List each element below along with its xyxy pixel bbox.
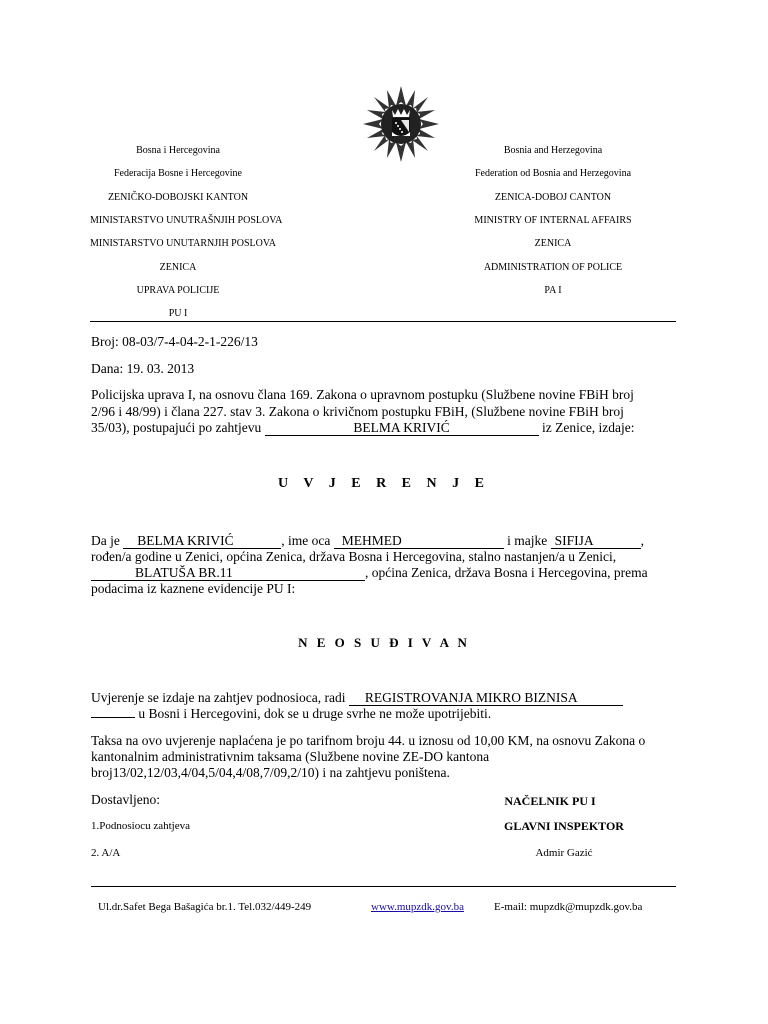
header-right-line: ZENICA [534,238,572,249]
cert-line: podacima iz kaznene evidencije PU I: [91,581,296,596]
purpose-reason-field [349,691,623,706]
cert-text: , općina Zenica, država Bosna i Hercegovina, prema [365,565,648,580]
cert-text: Da je [91,533,120,548]
purpose-text: Uvjerenje se izdaje na zahtjev podnosioca, radi [91,690,346,705]
intro-text: iz Zenice, izdaje: [541,420,635,435]
fee-line: kantonalnim administrativnim taksama (Službene novine ZE-DO kantona [91,749,490,764]
purpose-line [91,690,623,706]
intro-line: 2/96 i 48/99) i člana 227. stav 3. Zakona o krivičnom postupku FBiH, (Službene novine FBiH broj [91,404,624,419]
cert-line: rođen/a godine u Zenici, općina Zenica, država Bosna i Hercegovina, stalno nastanjen/a u Zenici, [91,549,617,564]
cert-line: Da je BELMA KRIVIĆ , ime oca MEHMED i majke SIFIJA , [91,533,644,548]
cert-line [91,565,648,581]
applicant-name: BELMA KRIVIĆ [353,420,450,435]
mother-name-field [551,534,641,549]
applicant-name-field [265,421,539,436]
header-left-line: ZENICA [159,262,197,273]
address-field [91,566,365,581]
cert-text: i majke [507,533,548,548]
purpose-line [91,706,491,722]
signature-subtitle: GLAVNI INSPEKTOR [504,819,624,833]
purpose-text: u Bosni i Hercegovini, dok se u druge svrhe ne može upotrijebiti. [138,706,492,721]
document-date: Dana: 19. 03. 2013 [91,361,195,376]
footer-divider [91,886,676,887]
father-name: MEHMED [341,533,402,548]
header-right-line: ZENICA-DOBOJ CANTON [494,192,612,203]
purpose-reason: REGISTROVANJA MIKRO BIZNISA [364,690,578,705]
header-left-line: UPRAVA POLICIJE [136,285,220,296]
footer-address: Ul.dr.Safet Bega Bašagića br.1. Tel.032/449-249 [98,901,312,913]
purpose-blank [91,717,135,718]
footer-email: E-mail: mupzdk@mupzdk.gov.ba [494,901,643,913]
mother-name: SIFIJA [554,533,594,548]
header-divider [90,321,676,322]
header-left-line: Bosna i Hercegovina [136,145,220,156]
header-left-line: MINISTARSTVO UNUTRAŠNJIH POSLOVA [90,215,283,226]
intro-line: Policijska uprava I, na osnovu člana 169. Zakona o upravnom postupku (Službene novine FBiH broj [91,387,634,402]
document-number: Broj: 08-03/7-4-04-2-1-226/13 [91,334,258,349]
header-left-line: MINISTARSTVO UNUTARNJIH POSLOVA [90,238,277,249]
person-name: BELMA KRIVIĆ [137,533,234,548]
header-right-line: ADMINISTRATION OF POLICE [483,262,623,273]
cert-text: , ime oca [281,533,331,548]
fee-line: broj13/02,12/03,4/04,5/04,4/08,7/09,2/10) i na zahtjevu poništena. [91,765,450,780]
intro-line [91,420,635,436]
signatory-name: Admir Gazić [535,847,593,859]
website-link[interactable]: www.mupzdk.gov.ba [371,901,464,913]
header-right-line: MINISTRY OF INTERNAL AFFAIRS [474,215,632,226]
intro-text: 35/03), postupajući po zahtjevu [91,420,262,435]
delivered-item: 2. A/A [91,847,121,859]
header-left-line: Federacija Bosne i Hercegovine [113,168,242,179]
signature-title: NAČELNIK PU I [504,794,596,808]
header-right-line: Bosnia and Herzegovina [503,145,603,156]
father-name-field [334,534,504,549]
person-name-field [123,534,281,549]
delivered-item: 1.Podnosiocu zahtjeva [91,820,190,832]
header-right-line: Federation od Bosnia and Herzegovina [474,168,632,179]
delivered-label: Dostavljeno: [91,792,160,807]
header-left-line: PU I [168,308,188,319]
status-title: N E O S U Đ I V A N [298,635,470,650]
address: BLATUŠA BR.11 [135,565,233,580]
fee-line: Taksa na ovo uvjerenje naplaćena je po tarifnom broju 44. u iznosu od 10,00 KM, na osnovu Zakona o [91,733,646,748]
header-right-line: PA I [544,285,562,296]
police-emblem [363,86,439,162]
header-left-line: ZENIČKO-DOBOJSKI KANTON [107,192,249,203]
document-title: U V J E R E N J E [278,476,490,491]
